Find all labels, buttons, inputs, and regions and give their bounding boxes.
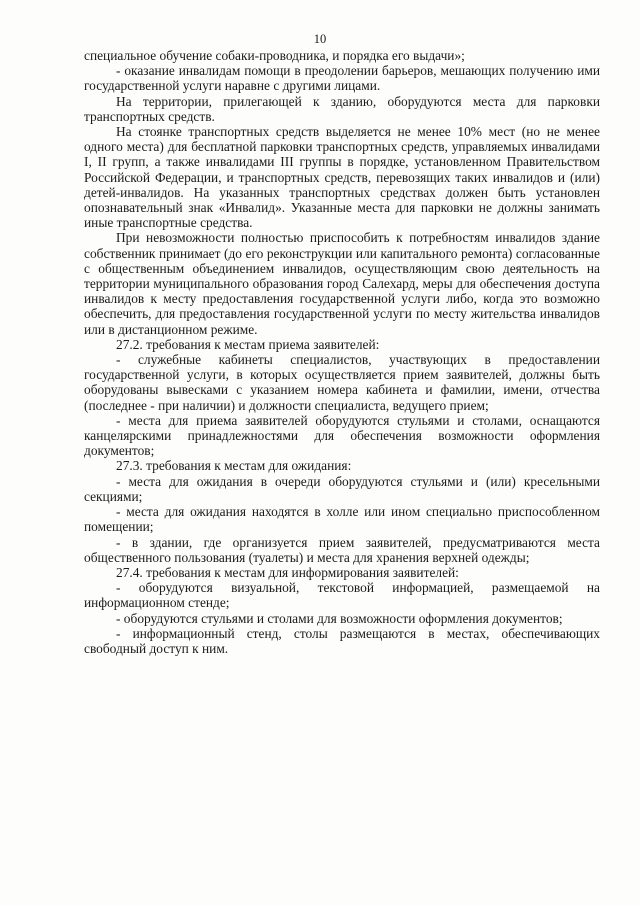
list-item: - служебные кабинеты специалистов, участвующих в предоставлении государственной услуги, в которых осуществляется прием заявителей, должны быть оборудованы вывесками с указанием номера кабинета и фамилии, имени, отчества (последнее - при наличии) и должности специалиста, ведущего прием;	[84, 352, 600, 413]
paragraph: На территории, прилегающей к зданию, оборудуются места для парковки транспортных средств.	[84, 93, 600, 124]
paragraph: специальное обучение собаки-проводника, и порядка его выдачи»;	[84, 48, 465, 63]
list-item: - места для ожидания находятся в холле или ином специально приспособленном помещении;	[84, 504, 600, 535]
list-item: - места для ожидания в очереди оборудуются стульями и (или) кресельными секциями;	[84, 473, 600, 504]
list-item: - оборудуются визуальной, текстовой информацией, размещаемой на информационном стенде;	[84, 580, 600, 611]
list-item: - информационный стенд, столы размещаются в местах, обеспечивающих свободный доступ к ним.	[84, 625, 600, 656]
paragraph: - оказание инвалидам помощи в преодолении барьеров, мешающих получению ими государственной услуги наравне с другими лицами.	[84, 63, 600, 94]
paragraph: При невозможности полностью приспособить к потребностям инвалидов здание собственник принимает (до его реконструкции или капитального ремонта) согласованные с общественным объединением инвалидов, осуществляющим свою деятельность на территории муниципального образования город Салехард, меры для обеспечения доступа инвалидов к месту предоставления государственной услуги либо, когда это возможно обеспечить, для предоставления государственной услуги по месту жительства инвалидов или в дистанционном режиме.	[84, 230, 600, 337]
list-item: - оборудуются стульями и столами для возможности оформления документов;	[116, 610, 563, 626]
list-item: - места для приема заявителей оборудуются стульями и столами, оснащаются канцелярскими принадлежностями для обеспечения возможности оформления документов;	[84, 412, 600, 459]
section-heading: 27.4. требования к местам для информирования заявителей:	[116, 564, 459, 580]
page-number: 10	[313, 32, 327, 46]
section-heading: 27.3. требования к местам для ожидания:	[116, 458, 352, 474]
paragraph: На стоянке транспортных средств выделяется не менее 10% мест (но не менее одного места) для бесплатной парковки транспортных средств, управляемых инвалидами I, II групп, а также инвалидами III группы в порядке, установленном Правительством Российской Федерации, и транспортных средств, перевозящих таких инвалидов и (или) детей-инвалидов. На указанных транспортных средствах должен быть установлен опознавательный знак «Инвалид». Указанные места для парковки не должны занимать иные транспортные средства.	[84, 124, 600, 231]
section-heading: 27.2. требования к местам приема заявителей:	[116, 336, 380, 352]
list-item: - в здании, где организуется прием заявителей, предусматриваются места общественного пользования (туалеты) и места для хранения верхней одежды;	[84, 534, 600, 565]
document-body	[84, 48, 600, 656]
